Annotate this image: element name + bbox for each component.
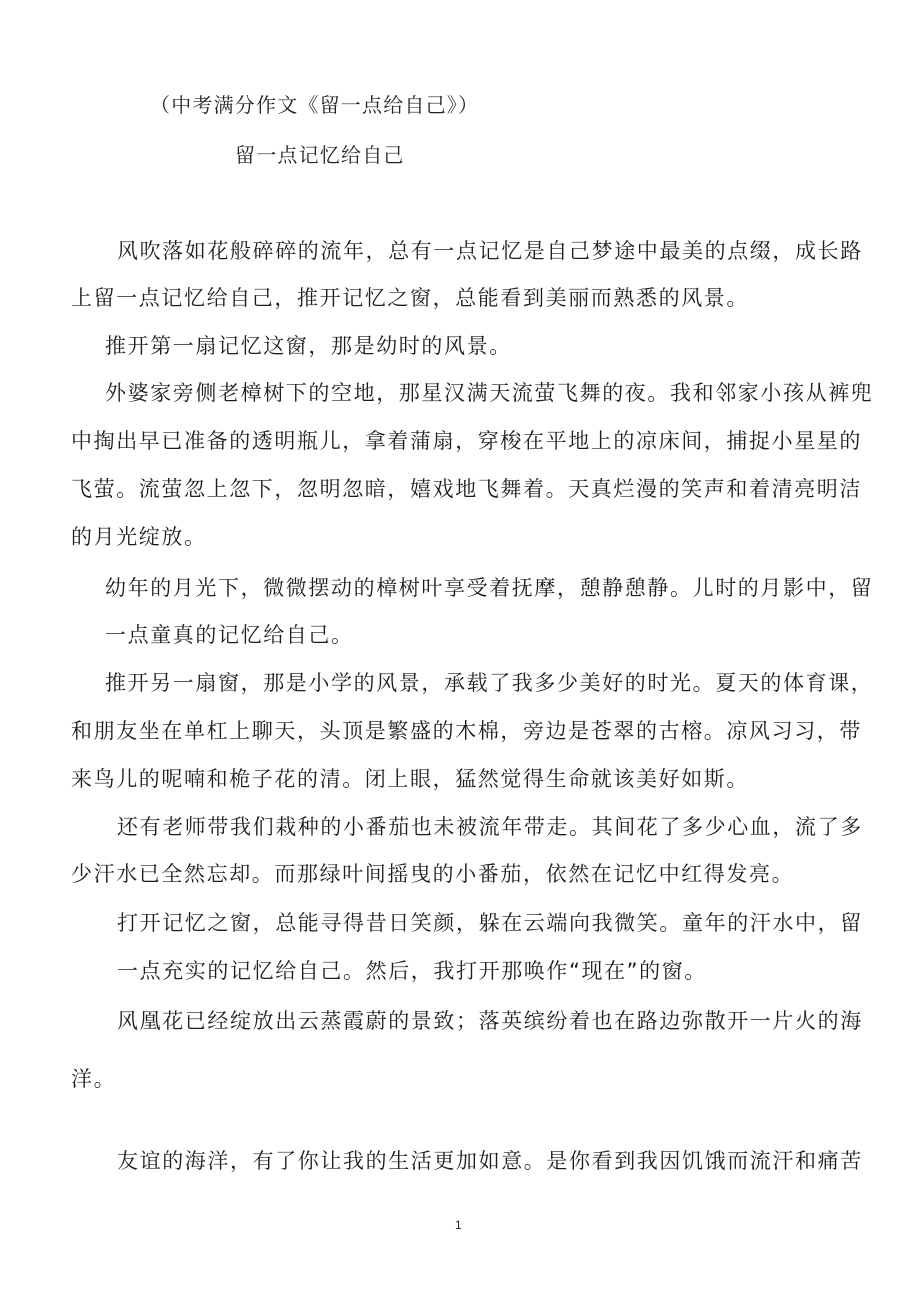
paragraph-line: 的月光绽放。 [71,525,207,549]
header-line: （中考满分作文《留一点给自己》） [150,93,480,117]
paragraph-line: 飞萤。流萤忽上忽下，忽明忽暗，嬉戏地飞舞着。天真烂漫的笑声和着清亮明洁 [71,477,862,501]
paragraph-line: 中掏出早已准备的透明瓶儿，拿着蒲扇，穿梭在平地上的凉床间，捕捉小星星的 [71,429,862,453]
paragraph-line: 还有老师带我们栽种的小番茄也未被流年带走。其间花了多少心血，流了多 [117,815,863,839]
essay-title: 留一点记忆给自己 [235,143,405,167]
paragraph-line: 推开第一扇记忆这窗，那是幼时的风景。 [105,334,512,358]
paragraph-line: 打开记忆之窗，总能寻得昔日笑颜，躲在云端向我微笑。童年的汗水中，留 [117,911,863,935]
paragraph-line: 上留一点记忆给自己，推开记忆之窗，总能看到美丽而熟悉的风景。 [71,286,749,310]
paragraph-line: 一点童真的记忆给自己。 [105,623,354,647]
paragraph-line: 一点充实的记忆给自己。然后，我打开那唤作“现在”的窗。 [117,959,707,983]
paragraph-line: 推开另一扇窗，那是小学的风景，承载了我多少美好的时光。夏天的体育课， [105,671,874,695]
paragraph-line: 和朋友坐在单杠上聊天，头顶是繁盛的木棉，旁边是苍翠的古榕。凉风习习，带 [71,719,862,743]
paragraph-line: 幼年的月光下，微微摆动的樟树叶享受着抚摩，憩静憩静。儿时的月影中，留 [105,576,874,600]
paragraph-line: 风吹落如花般碎碎的流年，总有一点记忆是自己梦途中最美的点缀，成长路 [117,239,863,263]
paragraph-line: 洋。 [71,1067,117,1091]
paragraph-line: 风凰花已经绽放出云蒸霞蔚的景致；落英缤纷着也在路边弥散开一片火的海 [117,1009,863,1033]
paragraph-line: 友谊的海洋，有了你让我的生活更加如意。是你看到我因饥饿而流汗和痛苦 [117,1149,863,1173]
paragraph-line: 少汗水已全然忘却。而那绿叶间摇曳的小番茄，依然在记忆中红得发亮。 [71,862,795,886]
paragraph-line: 来鸟儿的呢喃和桅子花的清。闭上眼，猛然觉得生命就该美好如斯。 [71,767,749,791]
page-number: 1 [455,1218,462,1232]
paragraph-line: 外婆家旁侧老樟树下的空地，那星汉满天流萤飞舞的夜。我和邻家小孩从裤兜 [105,381,874,405]
